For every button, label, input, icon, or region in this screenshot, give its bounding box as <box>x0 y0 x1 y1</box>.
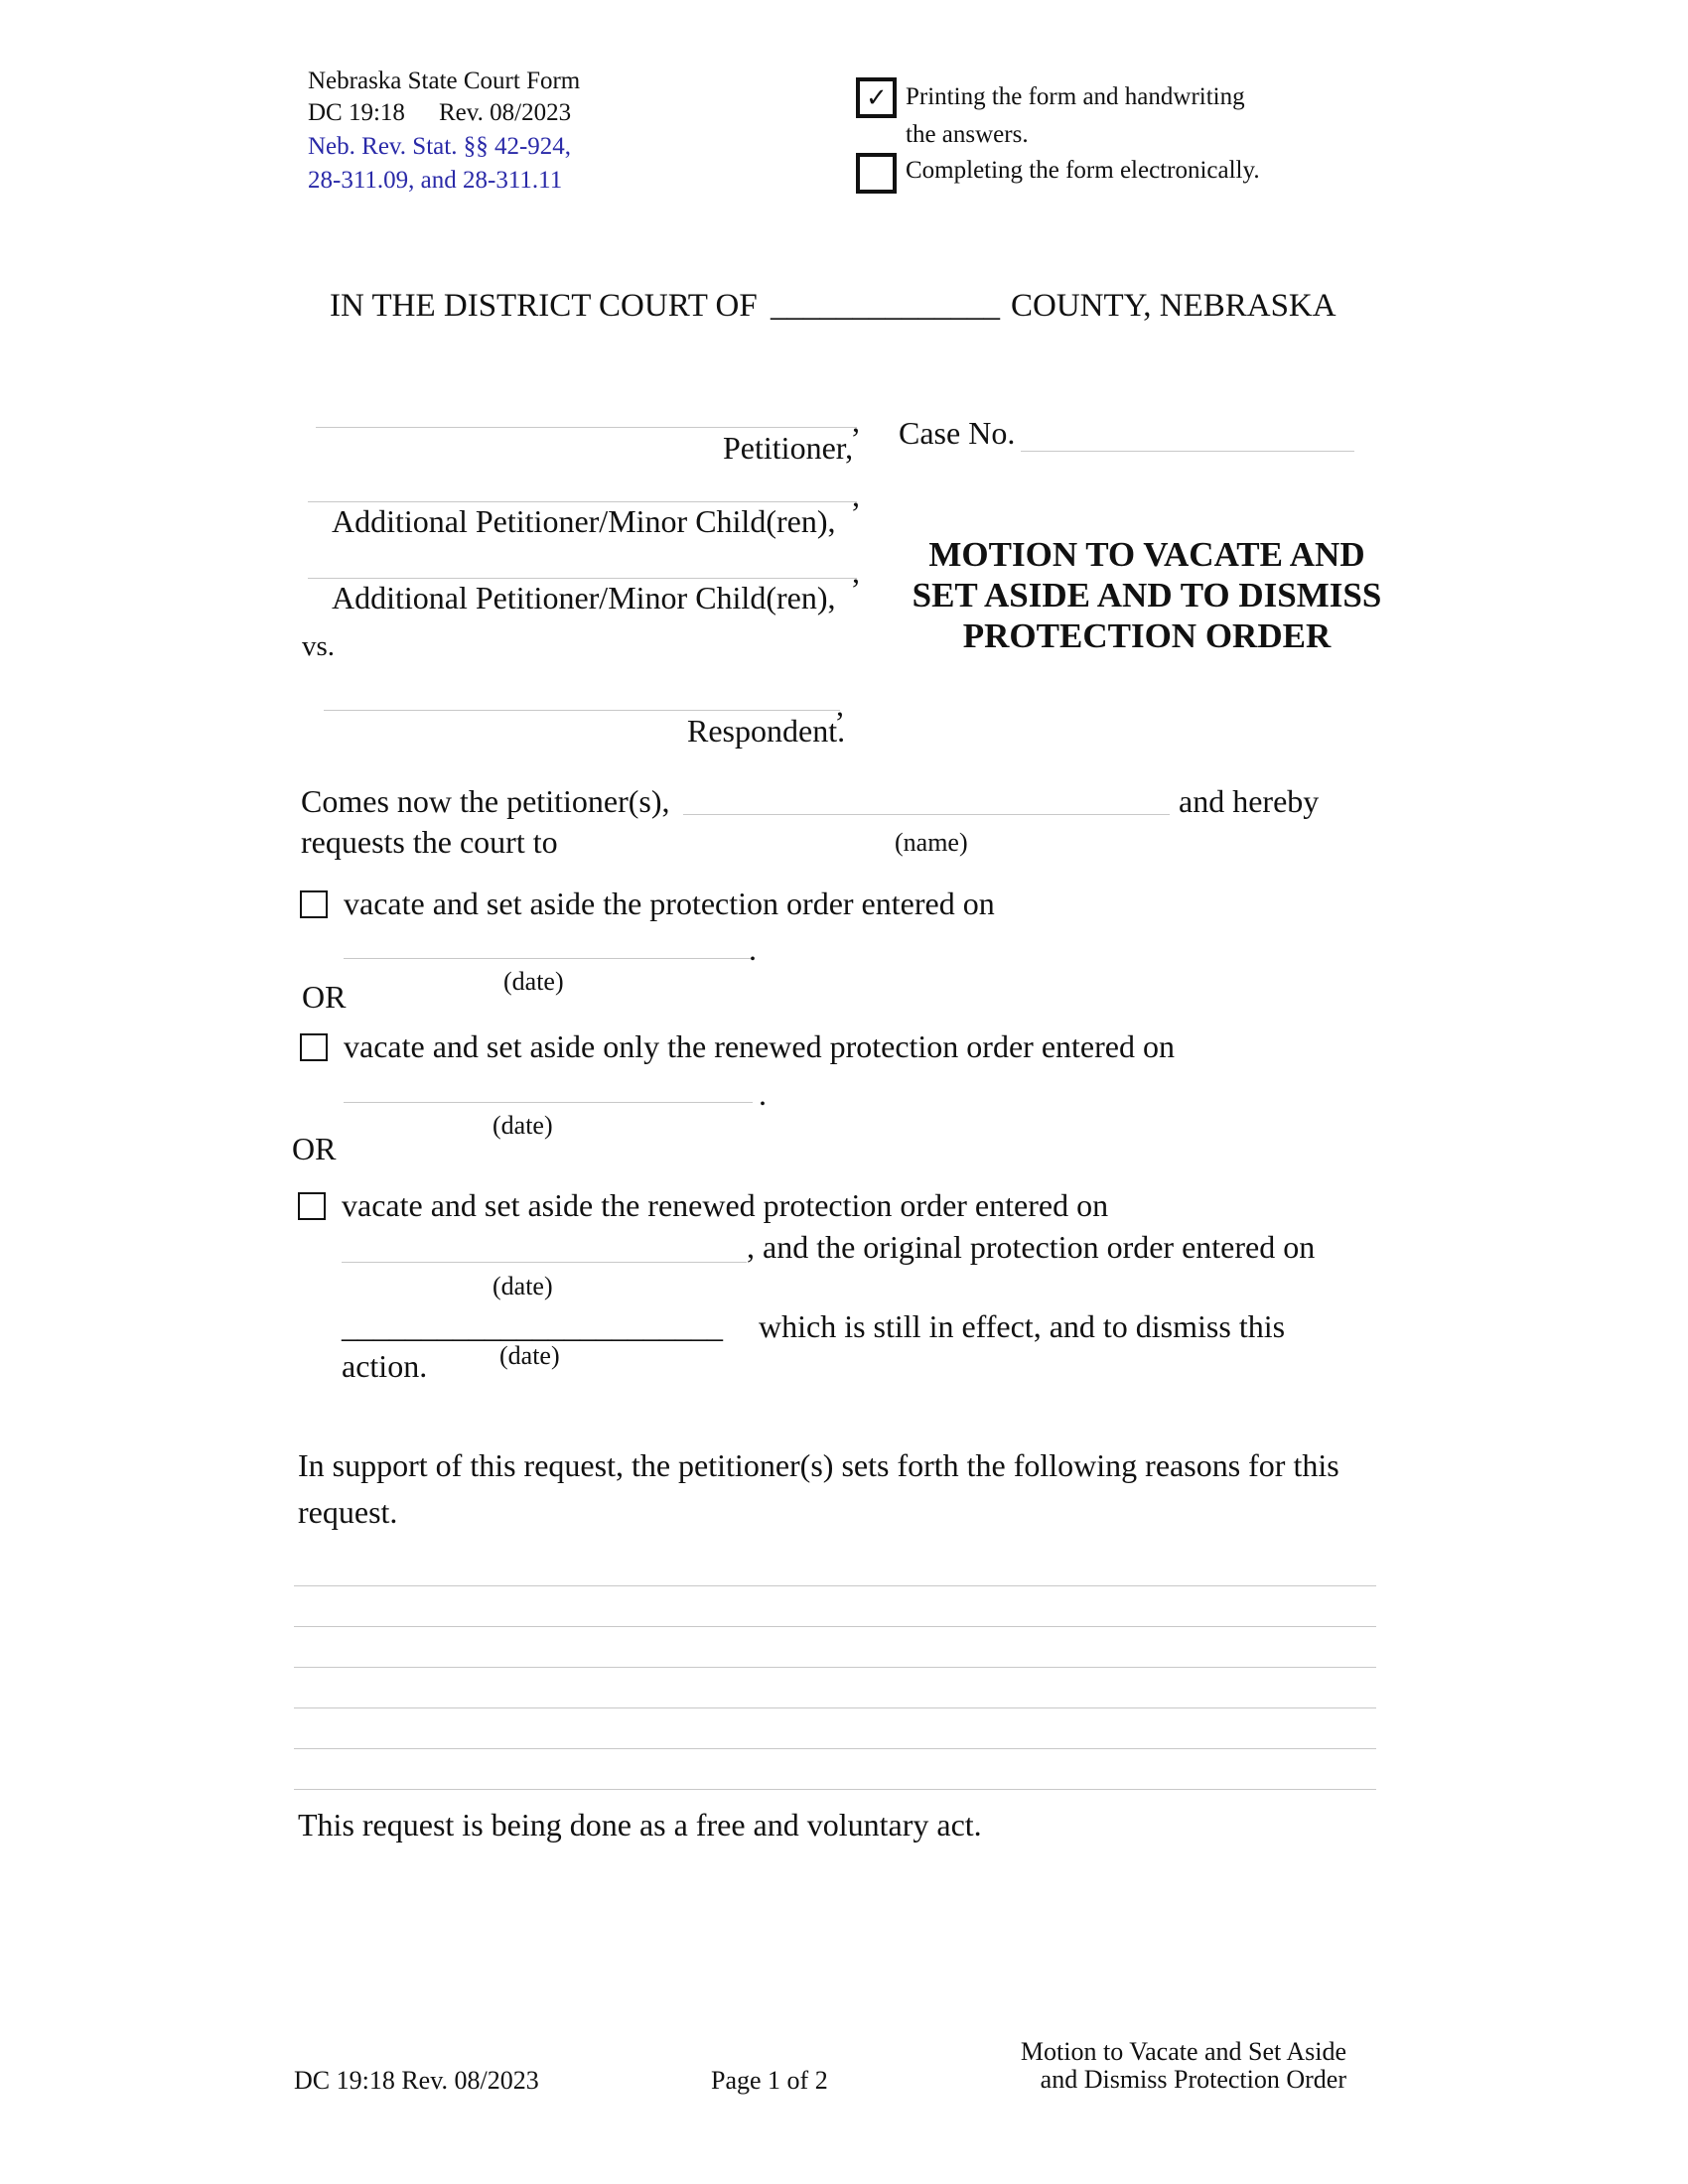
statute-citation-line1[interactable]: Neb. Rev. Stat. §§ 42-924, <box>308 133 572 160</box>
case-number-label: Case No. <box>899 415 1016 451</box>
electronic-label: Completing the form electronically. <box>906 157 1260 184</box>
option3-label-line3: which is still in effect, and to dismiss this <box>759 1308 1286 1344</box>
option3-renewed-date-hint: (date) <box>492 1272 553 1300</box>
support-text-line2: request. <box>298 1494 398 1530</box>
petitioner-request-name-line[interactable] <box>683 814 1170 815</box>
option1-date-hint: (date) <box>503 967 564 996</box>
name-hint: (name) <box>895 828 968 857</box>
footer-doc-title-line2: and Dismiss Protection Order <box>1040 2065 1346 2094</box>
case-number-line[interactable] <box>1021 451 1354 452</box>
option2-date-line[interactable] <box>344 1102 753 1103</box>
court-suffix: COUNTY, NEBRASKA <box>1011 288 1336 324</box>
respondent-comma: , <box>836 687 844 723</box>
print-handwrite-label-line1: Printing the form and handwriting <box>906 83 1245 110</box>
option3-original-date-hint: (date) <box>499 1341 560 1370</box>
option1-date-line[interactable] <box>344 958 753 959</box>
option3-original-date-blank[interactable]: ________________________ <box>342 1308 723 1344</box>
option2-label: vacate and set aside only the renewed protection order entered on <box>344 1028 1175 1064</box>
versus-label: vs. <box>302 630 336 662</box>
additional-petitioner2-comma: , <box>852 554 860 590</box>
option3-label-line2: , and the original protection order entered on <box>747 1229 1316 1265</box>
print-handwrite-checkbox[interactable] <box>856 77 897 118</box>
option2-date-hint: (date) <box>492 1111 553 1140</box>
intro-text-part2: and hereby <box>1179 783 1320 819</box>
reason-line[interactable] <box>294 1626 1376 1627</box>
respondent-label: Respondent. <box>687 713 846 749</box>
option1-label: vacate and set aside the protection order entered on <box>344 886 995 921</box>
petitioner-comma: , <box>852 403 860 439</box>
statute-citation-line2[interactable]: 28-311.09, and 28-311.11 <box>308 167 563 194</box>
petitioner-label: Petitioner, <box>723 430 854 466</box>
reason-line[interactable] <box>294 1585 1376 1586</box>
additional-petitioner2-label: Additional Petitioner/Minor Child(ren), <box>332 580 836 615</box>
additional-petitioner1-comma: , <box>852 478 860 513</box>
reason-line[interactable] <box>294 1789 1376 1790</box>
option2-period: . <box>759 1076 767 1112</box>
or-label-1: OR <box>302 979 347 1015</box>
intro-text-part1: Comes now the petitioner(s), <box>301 783 670 819</box>
form-number: DC 19:18 <box>308 99 405 126</box>
additional-petitioner1-label: Additional Petitioner/Minor Child(ren), <box>332 503 836 539</box>
reason-line[interactable] <box>294 1667 1376 1668</box>
print-handwrite-label-line2: the answers. <box>906 121 1029 148</box>
support-text-line1: In support of this request, the petitioner(s) sets forth the following reasons for this <box>298 1447 1339 1483</box>
form-revision: Rev. 08/2023 <box>439 99 572 126</box>
or-label-2: OR <box>292 1131 337 1166</box>
footer-doc-title-line1: Motion to Vacate and Set Aside <box>1020 2037 1346 2066</box>
footer-page-number: Page 1 of 2 <box>711 2066 828 2095</box>
electronic-checkbox[interactable] <box>856 153 897 194</box>
intro-text-line2: requests the court to <box>301 824 558 860</box>
option3-label-line4: action. <box>342 1348 428 1384</box>
option1-period: . <box>749 931 757 967</box>
option3-checkbox[interactable] <box>298 1192 326 1220</box>
voluntary-statement: This request is being done as a free and voluntary act. <box>298 1807 982 1843</box>
reason-line[interactable] <box>294 1748 1376 1749</box>
document-title: MOTION TO VACATE AND SET ASIDE AND TO DISMISS PROTECTION ORDER <box>912 535 1382 655</box>
county-blank[interactable]: ______________ <box>771 288 1000 324</box>
footer-form-id: DC 19:18 Rev. 08/2023 <box>294 2066 539 2095</box>
option2-checkbox[interactable] <box>300 1033 328 1061</box>
court-prefix: IN THE DISTRICT COURT OF <box>330 288 758 324</box>
checkmark-icon: ✓ <box>866 83 888 113</box>
option1-checkbox[interactable] <box>300 890 328 918</box>
option3-label-line1: vacate and set aside the renewed protection order entered on <box>342 1187 1109 1223</box>
reason-line[interactable] <box>294 1707 1376 1708</box>
option3-renewed-date-line[interactable] <box>342 1262 747 1263</box>
form-name: Nebraska State Court Form <box>308 68 581 94</box>
